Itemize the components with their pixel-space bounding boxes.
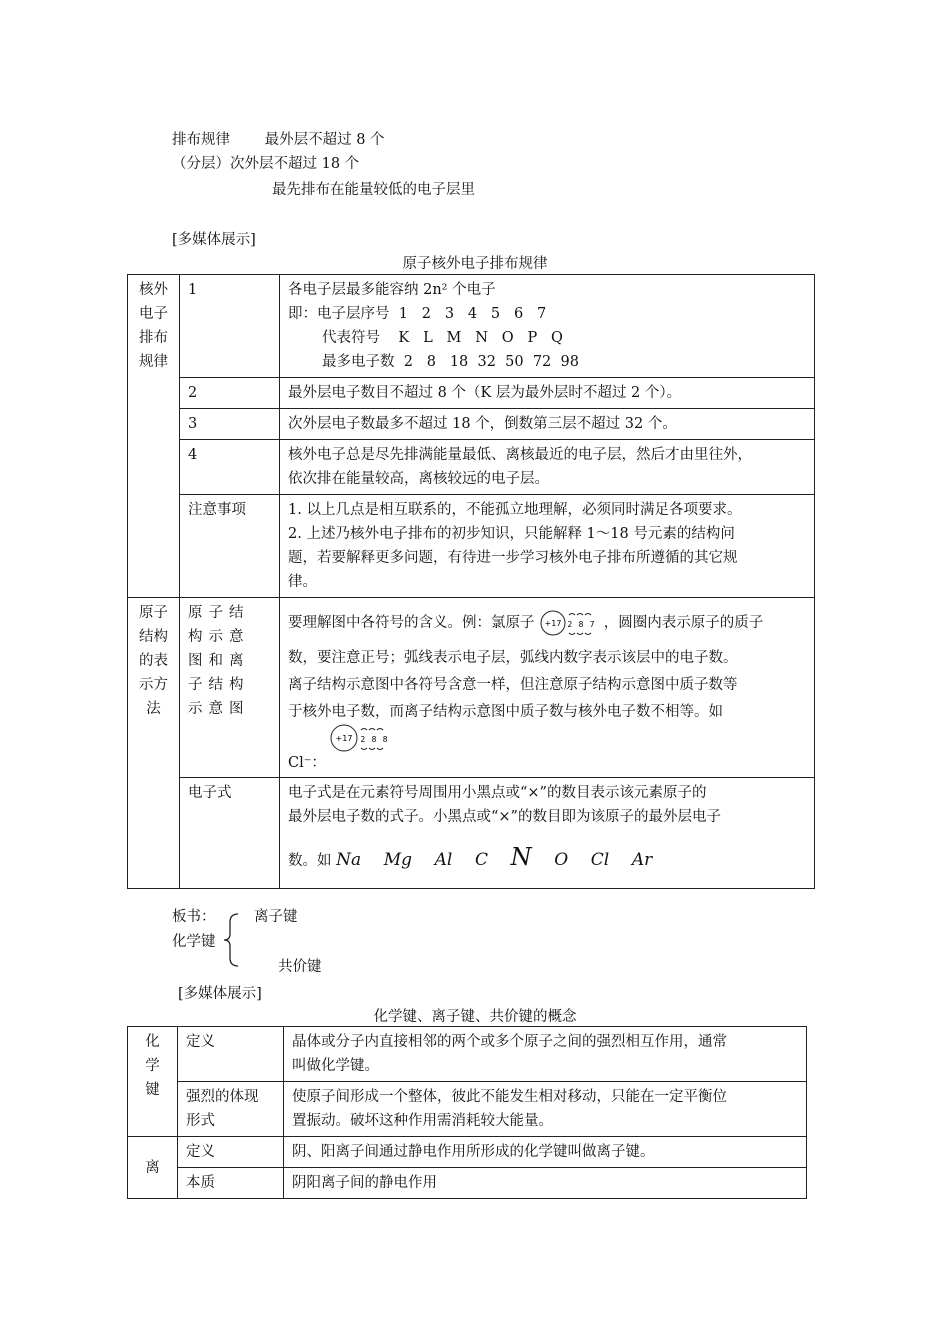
board-branch-ionic: 离子键 — [254, 909, 298, 925]
board-branch-covalent: 共价键 — [278, 959, 322, 975]
media-label-1: [多媒体展示] — [172, 232, 256, 248]
group-label-bond: 化学键 — [128, 1027, 178, 1137]
cl-ion-shells: 2 8 8 — [360, 735, 390, 744]
row-content: 1. 以上几点是相互联系的，不能孤立地理解，必须同时满足各项要求。 2. 上述乃核外电子排布的初步知识，只能解释 1～18 号元素的结构问 题，若要解释更多问题，有待进一步学习核外电子排布所遵循的其它规 律。 — [280, 495, 815, 598]
cl-atom-shells: 2 8 7 — [567, 620, 597, 629]
row-content: 最外层电子数目不超过 8 个（K 层为最外层时不超过 2 个）。 — [280, 378, 815, 409]
media-label-2: [多媒体展示] — [178, 986, 262, 1002]
group-label-ionic: 离 — [128, 1137, 178, 1199]
row-label: 4 — [180, 440, 280, 495]
electron-rules-table — [127, 274, 815, 889]
board-label: 板书： — [172, 909, 216, 925]
row-content: 核外电子总是尽先排满能量最低、离核最近的电子层，然后才由里往外， 依次排在能量较高，离核较远的电子层。 — [280, 440, 815, 495]
chloride-ion-diagram — [326, 720, 396, 756]
table2-title: 化学键、离子键、共价键的概念 — [373, 1009, 577, 1025]
electron-formula-cl: Cl — [590, 850, 610, 870]
chlorine-atom-diagram — [539, 605, 599, 641]
row-label: 原子结构示意图和离子结构示意图 — [180, 598, 280, 778]
chemical-bond-table — [127, 1026, 807, 1199]
row-content-electron: 电子式是在元素符号周围用小黑点或“×”的数目表示该元素原子的 最外层电子数的式子。小黑点或“×”的数目即为该原子的最外层电子 数。如 Na Mg Al C N O Cl Ar — [280, 778, 815, 889]
row-content: 各电子层最多能容纳 2n² 个电子 即：电子层序号 1 2 3 4 5 6 7 代表符号 K L M N O P Q 最多电子数 2 8 18 32 50 72 98 — [280, 275, 815, 378]
table1-title: 原子核外电子排布规律 — [402, 256, 548, 272]
row-content: 晶体或分子内直接相邻的两个或多个原子之间的强烈相互作用，通常 叫做化学键。 — [284, 1027, 807, 1082]
row-label: 本质 — [178, 1168, 284, 1199]
row-content: 阴、阳离子间通过静电作用所形成的化学键叫做离子键。 — [284, 1137, 807, 1168]
electron-formula-o: O — [554, 850, 569, 870]
electron-formula-n: N — [510, 843, 532, 871]
electron-formula-c: C — [474, 850, 488, 870]
electron-formula-mg: Mg — [383, 850, 413, 870]
row-label: 强烈的体现 形式 — [178, 1082, 284, 1137]
brace-icon — [220, 912, 244, 968]
electron-formula-ar: Ar — [631, 850, 653, 870]
row-label: 注意事项 — [180, 495, 280, 598]
group-label-rules: 核外电子排布规律 — [128, 275, 180, 598]
row-label: 定义 — [178, 1027, 284, 1082]
cl-ion-nucleus: +17 — [335, 734, 353, 743]
electron-formula-na: Na — [336, 850, 362, 870]
row-content-diagram: 要理解图中各符号的含义。例：氯原子 +17 2 8 7 ，圆圈内表示原子的质子 数，要注意正号；弧线表示电子层，弧线内数字表示该层中的电子数。 离子结构示意图中各符号含意一样，但注意原子结构示意图中质子数等 于核外电子数，而离子结构示意图中质子数与核外电子数不相等。如 +17 2 8 8 Cl⁻： — [280, 598, 815, 778]
row-label: 2 — [180, 378, 280, 409]
note-line-3: 最先排布在能量较低的电子层里 — [272, 182, 475, 198]
electron-formula-al: Al — [434, 850, 453, 870]
row-content: 使原子间形成一个整体，彼此不能发生相对移动，只能在一定平衡位 置振动。破坏这种作用需消耗较大能量。 — [284, 1082, 807, 1137]
note-line-2: （分层）次外层不超过 18 个 — [172, 156, 360, 172]
group-label-representation: 原子结构的表示方法 — [128, 598, 180, 889]
row-content: 次外层电子数最多不超过 18 个，倒数第三层不超过 32 个。 — [280, 409, 815, 440]
note-line-1: 排布规律 最外层不超过 8 个 — [172, 132, 385, 148]
row-label: 1 — [180, 275, 280, 378]
row-label: 3 — [180, 409, 280, 440]
board-term: 化学键 — [172, 934, 216, 950]
row-label: 定义 — [178, 1137, 284, 1168]
row-content: 阴阳离子间的静电作用 — [284, 1168, 807, 1199]
row-label: 电子式 — [180, 778, 280, 889]
cl-atom-nucleus: +17 — [544, 619, 562, 628]
